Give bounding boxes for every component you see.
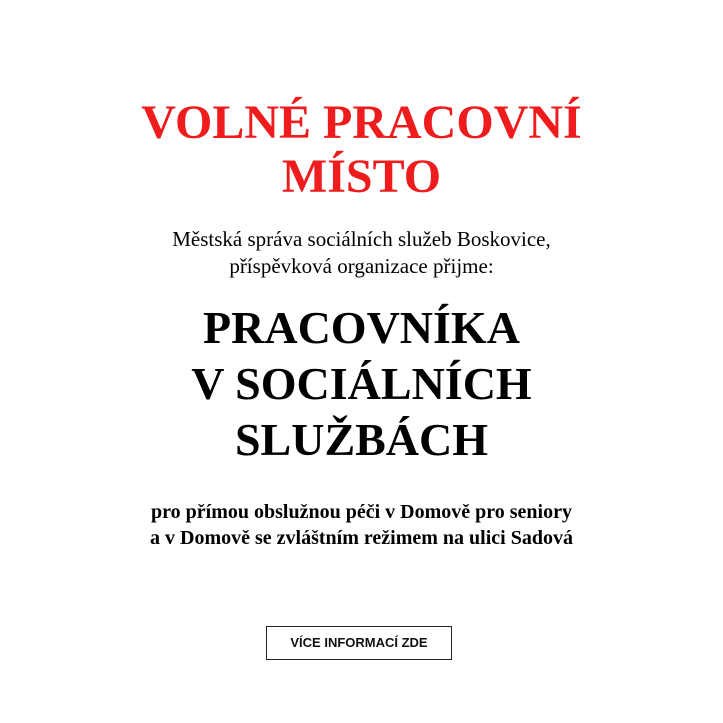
employer-intro [0, 226, 723, 280]
job-headline [0, 96, 723, 204]
detail-line-2: a v Domově se zvláštním režimem na ulici Sadová [150, 527, 573, 549]
detail-line-1: pro přímou obslužnou péči v Domově pro seniory [151, 501, 572, 523]
intro-line-2: příspěvková organizace přijme: [229, 254, 494, 278]
headline-line-1: VOLNÉ PRACOVNÍ [141, 96, 582, 149]
position-line-2: V SOCIÁLNÍCH [191, 358, 532, 409]
intro-line-1: Městská správa sociálních služeb Boskovice, [172, 227, 551, 251]
position-line-3: SLUŽBÁCH [234, 414, 489, 465]
position-title [0, 300, 723, 468]
headline-line-2: MÍSTO [281, 150, 442, 203]
position-line-1: PRACOVNÍKA [203, 302, 520, 353]
more-info-button[interactable]: VÍCE INFORMACÍ ZDE [266, 626, 452, 660]
position-detail [0, 499, 723, 551]
